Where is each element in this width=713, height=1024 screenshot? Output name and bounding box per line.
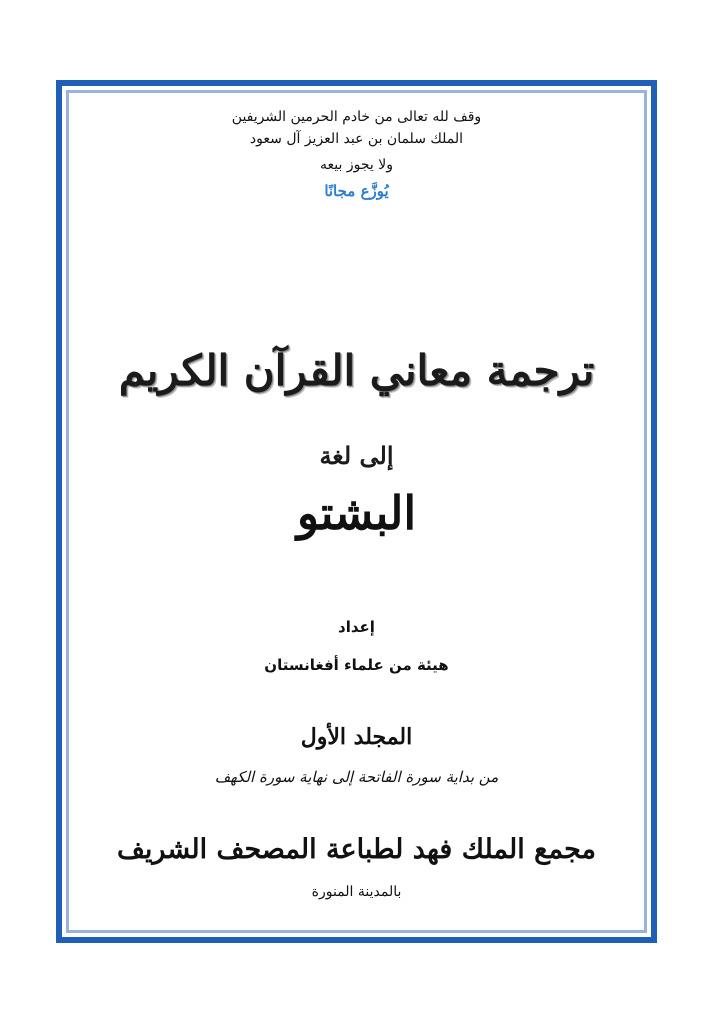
endowment-line-1: وقف لله تعالى من خادم الحرمين الشريفين [231, 109, 482, 125]
publisher-name: مجمع الملك فهد لطباعة المصحف الشريف [116, 834, 597, 865]
preparation-by: هيئة من علماء أفغانستان [264, 656, 449, 674]
endowment-line-3: ولا يجوز بيعه [320, 157, 393, 173]
endowment-line-2: الملك سلمان بن عبد العزيز آل سعود [249, 131, 464, 147]
book-title: ترجمة معاني القرآن الكريم [118, 346, 595, 395]
free-distribution-label: يُوزَّع مجانًا [324, 182, 389, 200]
volume-range: من بداية سورة الفاتحة إلى نهاية سورة الكهف [214, 768, 499, 786]
preparation-label: إعداد [338, 618, 375, 636]
volume-title: المجلد الأول [300, 724, 413, 750]
publisher-city: بالمدينة المنورة [311, 884, 402, 900]
book-subtitle: إلى لغة [319, 441, 394, 470]
cover-content [62, 86, 651, 937]
target-language: البشتو [296, 486, 417, 540]
decorative-frame [56, 80, 657, 943]
